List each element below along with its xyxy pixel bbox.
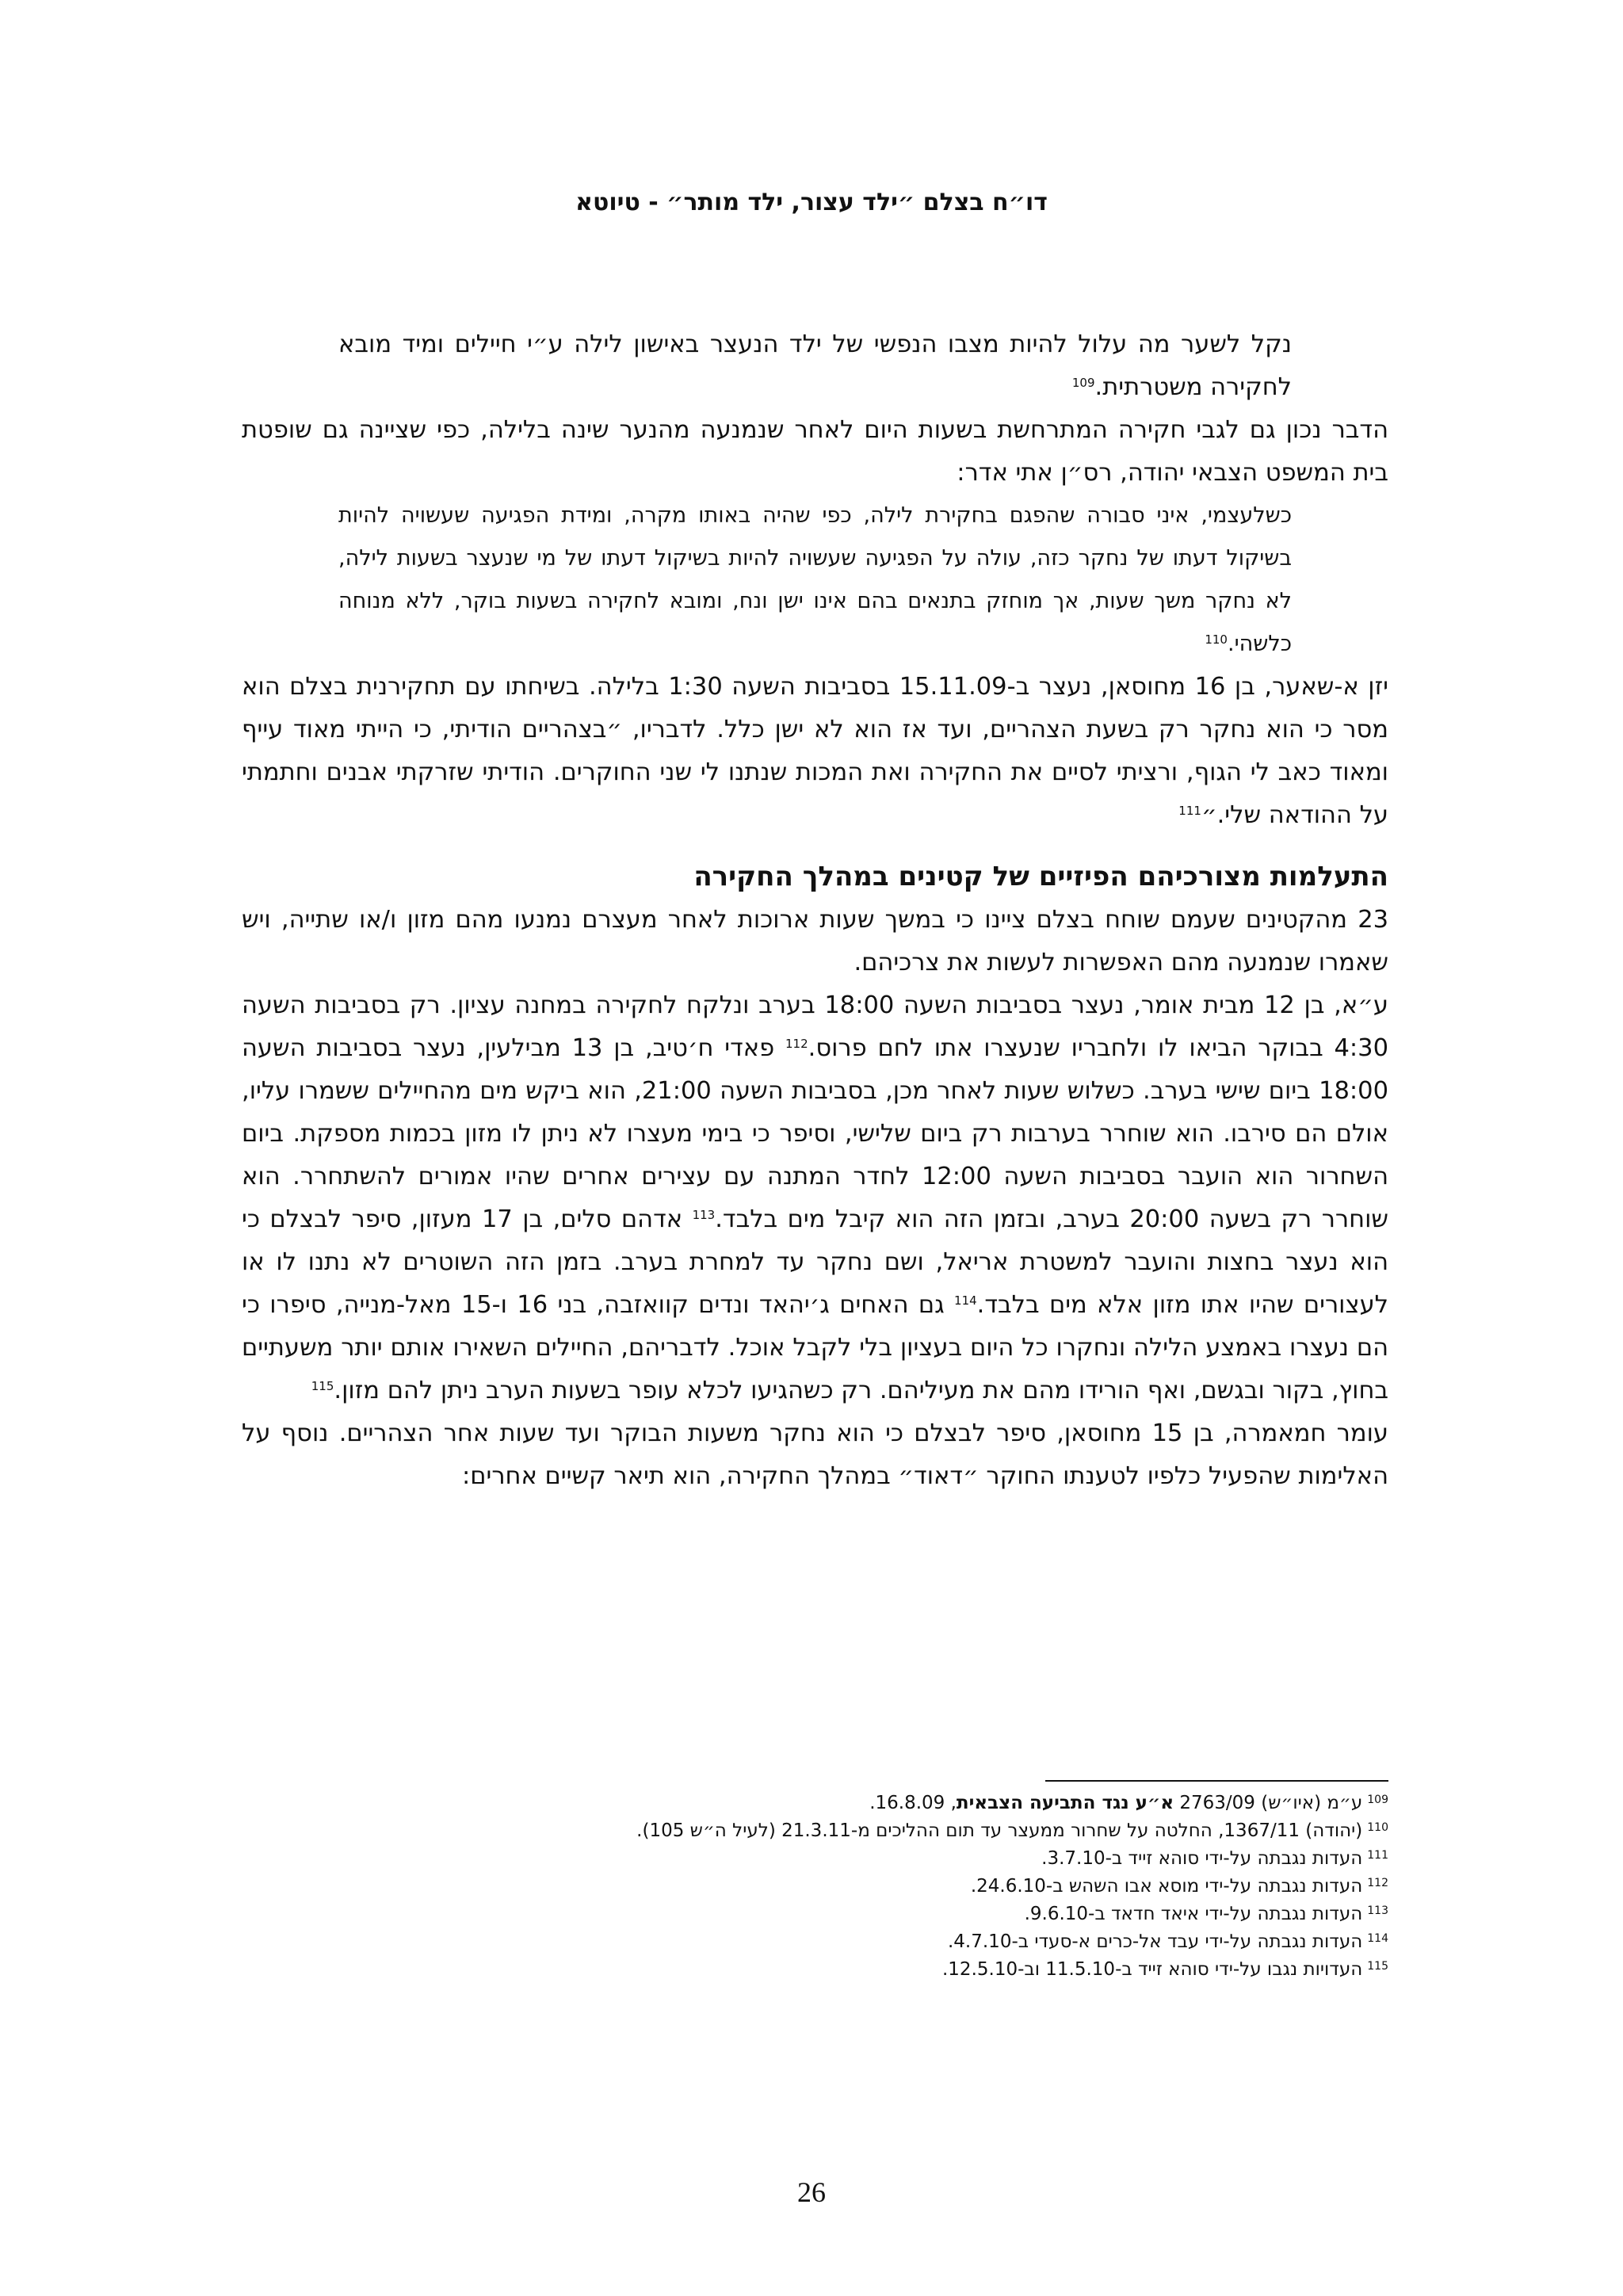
footnote-text-tail: , 16.8.09. — [869, 1793, 957, 1813]
footnote-text: (יהודה) 1367/11, החלטה על שחרור ממעצר עד תום ההליכים מ-21.3.11 (לעיל ה״ש 105). — [636, 1820, 1363, 1841]
running-header: דו״ח בצלם ״ילד עצור, ילד מותר״ - טיוטא — [575, 189, 1048, 216]
footnote-ref-115[interactable]: 115 — [311, 1379, 334, 1393]
footnote-number: 112 — [1367, 1877, 1388, 1889]
paragraph-1 — [242, 323, 1388, 409]
paragraph-4 — [242, 899, 1388, 984]
footnote-113 — [242, 1901, 1388, 1928]
footnote-number: 114 — [1367, 1932, 1388, 1945]
footnotes — [242, 1790, 1388, 1984]
footnote-109 — [242, 1790, 1388, 1817]
paragraph-5-part-2: פאדי ח׳טיב, בן 13 מבילעין, נעצר בסביבות השעה 18:00 ביום שישי בערב. כשלוש שעות לאחר מכן, בסביבות השעה 21:00, הוא ביקש מים מהחיילים ששמרו עליו, אולם הם סירבו. הוא שוחרר בערבות רק ביום שלישי, וסיפר כי בימי מעצרו לא ניתן לו מזון בכמות מספקת. ביום השחרור הוא הועבר בסביבות השעה 12:00 לחדר המתנה עם עצירים אחרים שהיו אמורים להשתחרר. הוא שוחרר רק בשעה 20:00 בערב, ובזמן הזה הוא קיבל מים בלבד. — [242, 1034, 1388, 1233]
footnote-115 — [242, 1956, 1388, 1984]
block-quote-text: כשלעצמי, איני סבורה שהפגם בחקירת לילה, כפי שהיה באותו מקרה, ומידת הפגיעה שעשויה להיות בשיקול דעתו של נחקר כזה, עולה על הפגיעה שעשויה להיות בשיקול דעתו של מי שנעצר בשעות לילה, לא נחקר משך שעות, אך מוחזק בתנאים בהם אינו ישן ונח, ומובא לחקירה בשעות בוקר, ללא מנוחה כלשהי. — [338, 503, 1292, 656]
footnote-separator — [1045, 1780, 1388, 1782]
paragraph-3 — [242, 666, 1388, 837]
paragraph-5 — [242, 984, 1388, 1412]
footnote-ref-113[interactable]: 113 — [692, 1208, 716, 1222]
paragraph-5-part-3: אדהם סלים, בן 17 מעזון, סיפר לבצלם כי הוא נעצר בחצות והועבר למשטרת אריאל, ושם נחקר עד למחרת בערב. בזמן הזה השוטרים לא נתנו לו או לעצורים שהיו אתו מזון אלא מים בלבד. — [242, 1205, 1388, 1319]
footnote-text: העדויות נגבו על-ידי סוהא זייד ב-11.5.10 וב-12.5.10. — [941, 1959, 1363, 1980]
paragraph-4-text: 23 מהקטינים שעמם שוחח בצלם ציינו כי במשך שעות ארוכות לאחר מעצרם נמנעו מהם מזון ו/או שתייה, ויש שאמרו שנמנעה מהם האפשרות לעשות את צרכיהם. — [242, 906, 1388, 976]
footnote-number: 113 — [1367, 1904, 1388, 1917]
footnote-ref-111[interactable]: 111 — [1178, 804, 1201, 818]
footnote-ref-114[interactable]: 114 — [954, 1293, 977, 1308]
footnote-text: העדות נגבתה על-ידי עבד אל-כרים א-סעדי ב-4.7.10. — [947, 1931, 1363, 1952]
paragraph-5-part-4: גם האחים ג׳יהאד ונדים קוואזבה, בני 16 ו-15 מאל-מנייה, סיפרו כי הם נעצרו באמצע הלילה ונחקרו כל היום בעציון בלי לקבל אוכל. לדבריהם, החיילים השאירו אותם יותר משעתיים בחוץ, בקור ובגשם, ואף הורידו מהם את מעיליהם. רק כשהגיעו לכלא עופר בשעות הערב ניתן להם מזון. — [242, 1291, 1388, 1404]
paragraph-6-text: עומר חמאמרה, בן 15 מחוסאן, סיפר לבצלם כי הוא נחקר משעות הבוקר ועד שעות אחר הצהריים. נוסף על האלימות שהפעיל כלפיו לטענתו החוקר ״דאוד״ במהלך החקירה, הוא תיאר קשיים אחרים: — [242, 1419, 1388, 1490]
footnote-112 — [242, 1873, 1388, 1901]
block-quote — [242, 495, 1388, 666]
footnote-number: 115 — [1367, 1960, 1388, 1973]
footnote-ref-110[interactable]: 110 — [1205, 632, 1228, 647]
footnote-text: העדות נגבתה על-ידי מוסא אבו השהש ב-24.6.10. — [970, 1876, 1363, 1897]
footnote-text: העדות נגבתה על-ידי סוהא זייד ב-3.7.10. — [1041, 1848, 1363, 1869]
footnote-case-name: א״ע נגד התביעה הצבאית — [956, 1793, 1174, 1813]
paragraph-5-part-1: ע״א, בן 12 מבית אומר, נעצר בסביבות השעה 18:00 בערב ונלקח לחקירה במחנה עציון. רק בסביבות השעה 4:30 בבוקר הביאו לו ולחבריו שנעצרו אתו לחם פרוס. — [242, 991, 1389, 1062]
footnote-number: 111 — [1367, 1849, 1388, 1862]
footnote-number: 110 — [1367, 1821, 1388, 1834]
paragraph-1-text: נקל לשער מה עלול להיות מצבו הנפשי של ילד הנעצר באישון לילה ע״י חיילים ומיד מובא לחקירה משטרתית. — [338, 330, 1292, 401]
paragraph-2-text: הדבר נכון גם לגבי חקירה המתרחשת בשעות היום לאחר שנמנעה מהנער שינה בלילה, כפי שציינה גם שופטת בית המשפט הצבאי יהודה, רס״ן אתי אדר: — [242, 416, 1388, 487]
footnote-text: העדות נגבתה על-ידי איאד חדאד ב-9.6.10. — [1024, 1904, 1363, 1924]
footnote-114 — [242, 1928, 1388, 1956]
footnote-ref-112[interactable]: 112 — [785, 1037, 808, 1051]
paragraph-3-text: יזן א-שאער, בן 16 מחוסאן, נעצר ב-15.11.09 בסביבות השעה 1:30 בלילה. בשיחתו עם תחקירנית בצלם הוא מסר כי הוא נחקר רק בשעת הצהריים, ועד אז הוא לא ישן כלל. לדבריו, ״בצהריים הודיתי, כי הייתי מאוד עייף ומאוד כאב לי הגוף, ורציתי לסיים את החקירה ואת המכות שנתנו לי שני החוקרים. הודיתי שזרקתי אבנים וחתמתי על ההודאה שלי.״ — [242, 673, 1388, 829]
footnote-110 — [242, 1817, 1388, 1845]
footnote-111 — [242, 1845, 1388, 1873]
paragraph-6 — [242, 1412, 1388, 1498]
section-heading: התעלמות מצורכיהם הפיזיים של קטינים במהלך החקירה — [693, 861, 1388, 892]
footnote-number: 109 — [1367, 1794, 1388, 1806]
footnote-ref-109[interactable]: 109 — [1071, 376, 1095, 390]
page-number: 26 — [797, 2176, 826, 2208]
body-text — [242, 323, 1388, 1498]
footnote-text: ע״מ (איו״ש) 2763/09 — [1174, 1793, 1363, 1813]
paragraph-2 — [242, 409, 1388, 495]
